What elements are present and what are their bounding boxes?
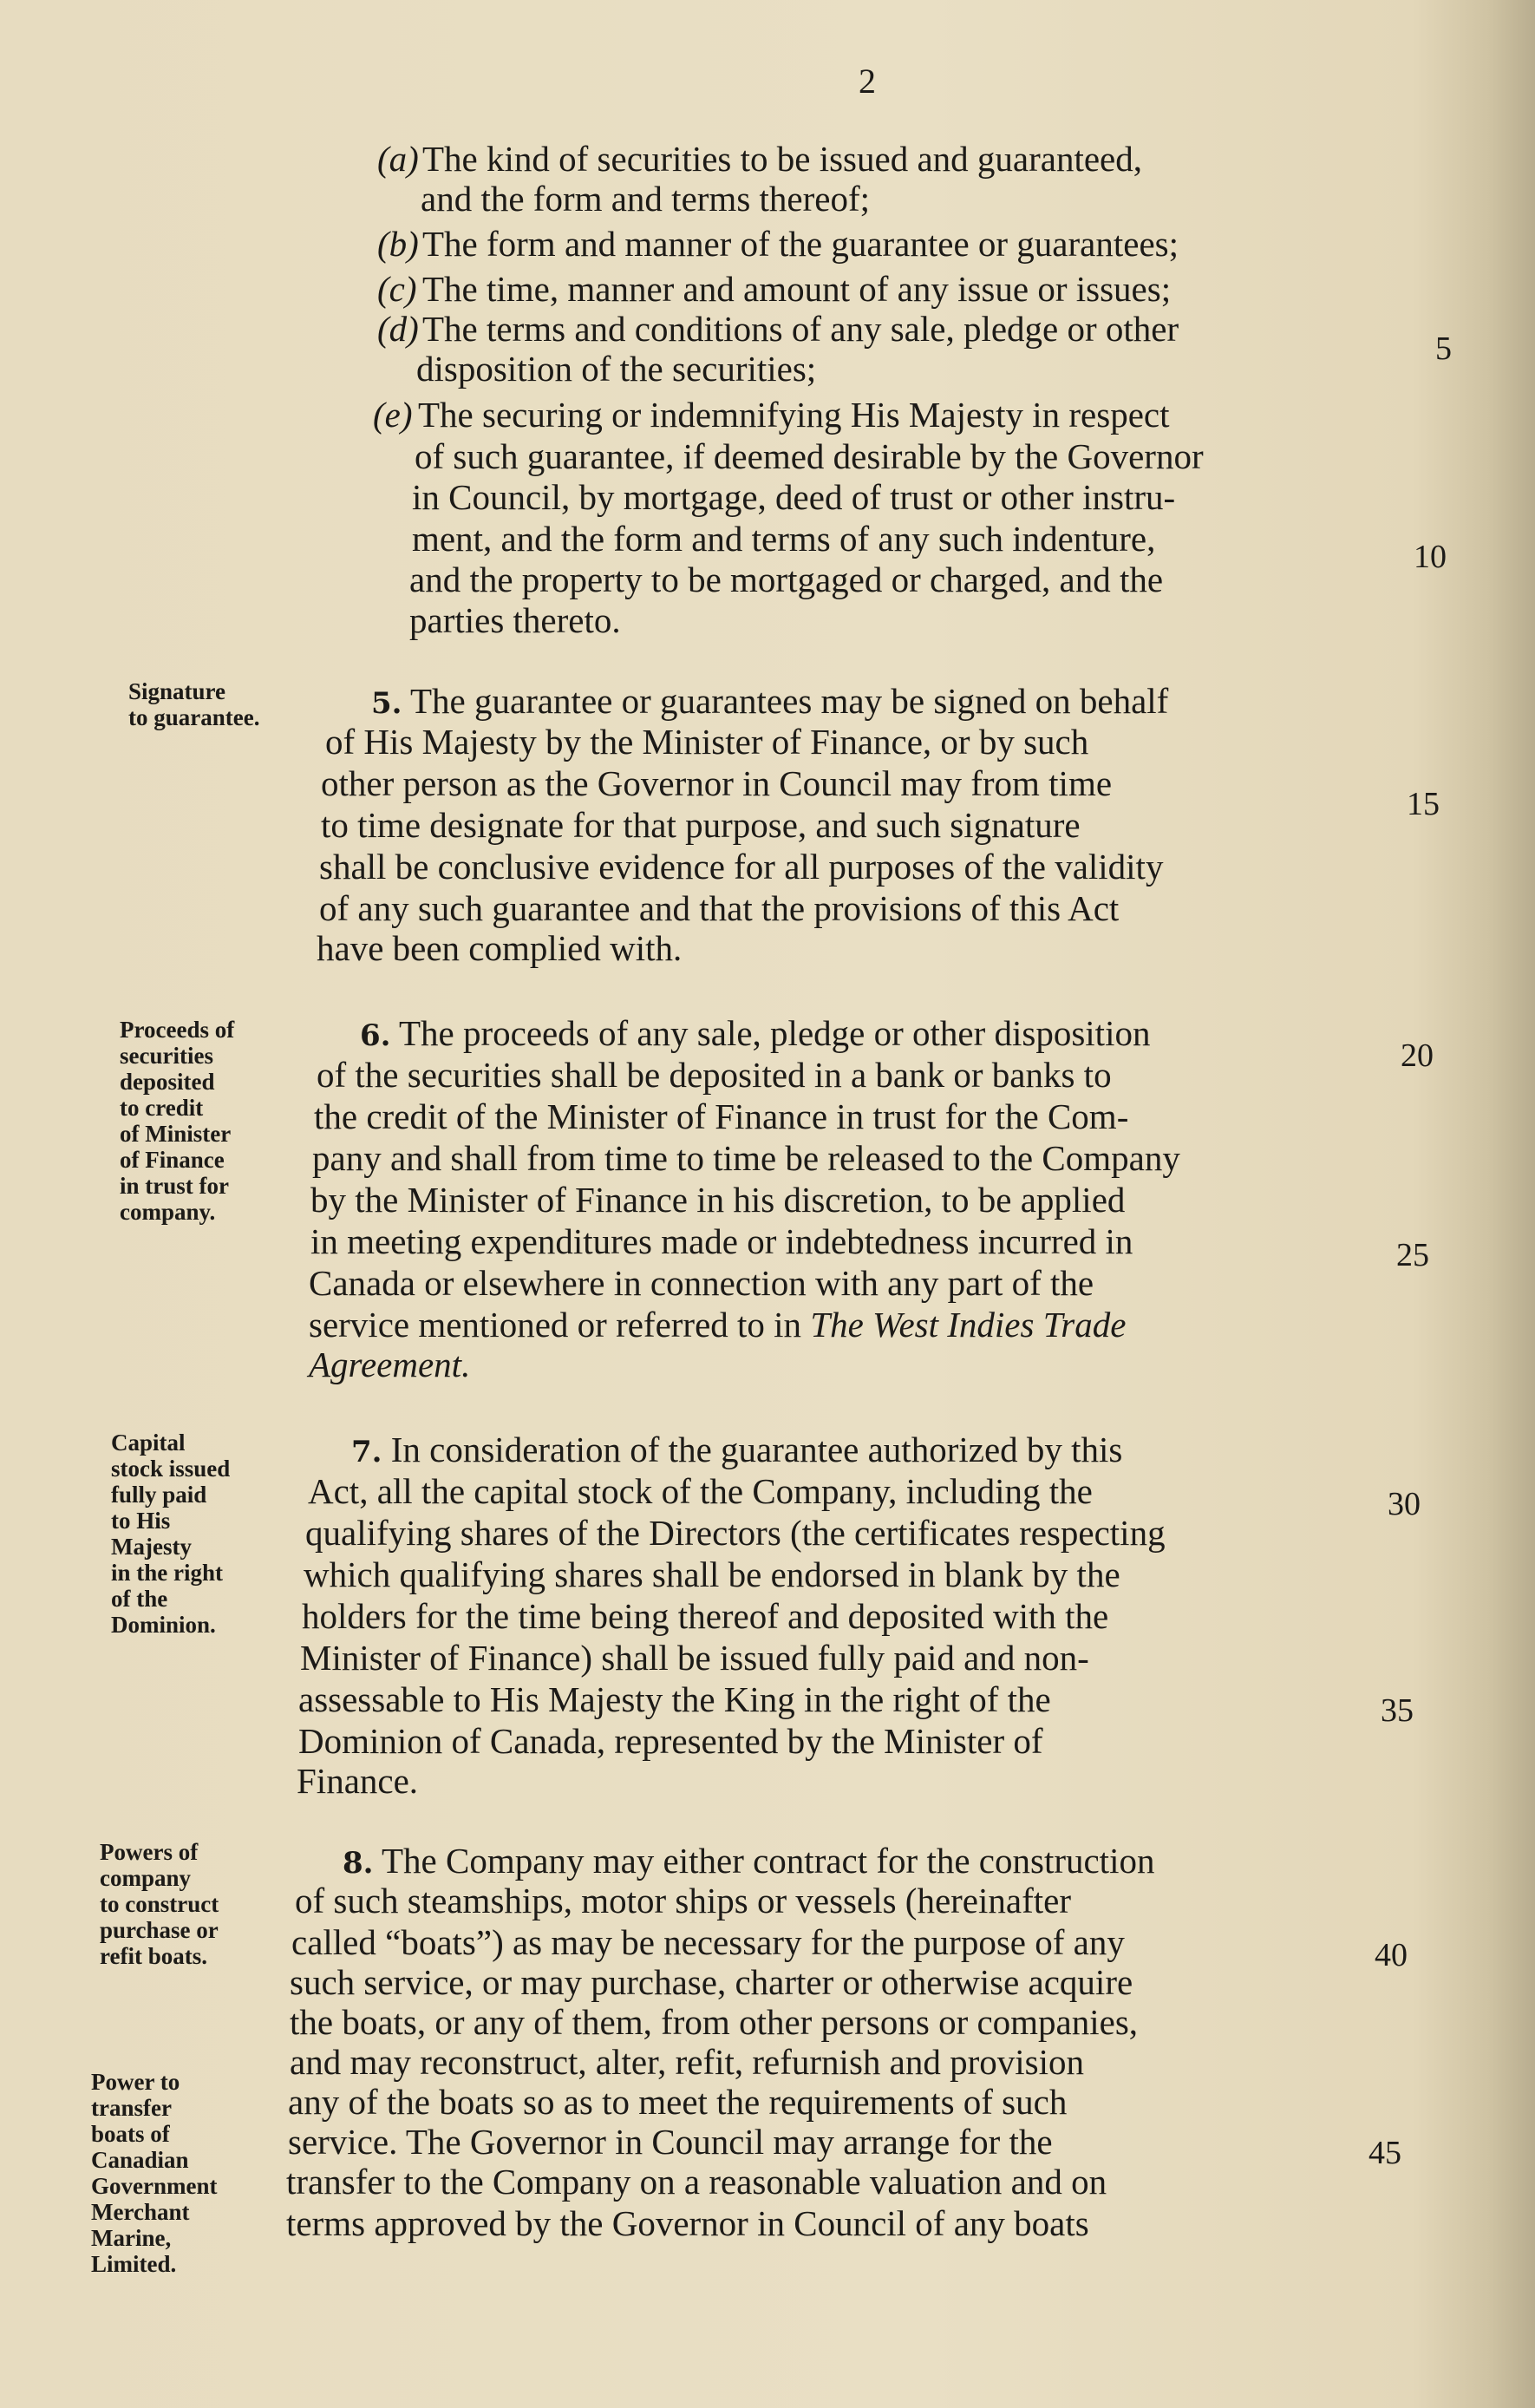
- section-8-line-10: terms approved by the Governor in Council of any boats: [286, 2203, 1089, 2243]
- section-8-line-4: such service, or may purchase, charter or otherwise acquire: [290, 1962, 1133, 2002]
- margin-note-powers: Powers of company to construct purchase or refit boats.: [100, 1839, 219, 1969]
- clause-e-line-2: of such guarantee, if deemed desirable by the Governor: [415, 436, 1204, 476]
- section-7-line-4: which qualifying shares shall be endorsed in blank by the: [304, 1554, 1120, 1594]
- clause-a-line-1: (a) The kind of securities to be issued and guaranteed,: [377, 139, 1142, 179]
- line-number-5: 5: [1435, 330, 1452, 367]
- clause-b-line-1: (b) The form and manner of the guarantee or guarantees;: [377, 224, 1179, 264]
- section-7-line-3: qualifying shares of the Directors (the certificates respecting: [305, 1513, 1166, 1553]
- clause-d-line-2: disposition of the securities;: [416, 349, 817, 389]
- line-number-40: 40: [1375, 1937, 1408, 1973]
- clause-d-line-1: (d) The terms and conditions of any sale, pledge or other: [377, 309, 1179, 349]
- section-7-line-5: holders for the time being thereof and deposited with the: [302, 1596, 1109, 1636]
- margin-note-capital-stock: Capital stock issued fully paid to His Majesty in the right of the Dominion.: [111, 1430, 231, 1638]
- clause-a-line-2: and the form and terms thereof;: [421, 179, 871, 219]
- section-5-line-3: other person as the Governor in Council may from time: [321, 763, 1113, 803]
- clause-e-line-6: parties thereto.: [409, 600, 621, 640]
- line-number-10: 10: [1414, 539, 1447, 575]
- section-8-line-1: 8. The Company may either contract for the construction: [343, 1841, 1155, 1881]
- section-8-line-3: called “boats”) as may be necessary for the purpose of any: [291, 1922, 1125, 1962]
- margin-note-transfer: Power to transfer boats of Canadian Government Merchant Marine, Limited.: [91, 2069, 218, 2277]
- section-6-line-3: the credit of the Minister of Finance in trust for the Com-: [314, 1096, 1129, 1136]
- section-6-line-6: in meeting expenditures made or indebtedness incurred in: [310, 1221, 1133, 1261]
- section-6-line-4: pany and shall from time to time be released to the Company: [312, 1138, 1180, 1178]
- section-7-line-1: 7. In consideration of the guarantee authorized by this: [351, 1430, 1123, 1469]
- section-5-line-5: shall be conclusive evidence for all purposes of the validity: [319, 847, 1164, 887]
- section-5-line-6: of any such guarantee and that the provisions of this Act: [319, 888, 1120, 928]
- clause-c-line-1: (c) The time, manner and amount of any issue or issues;: [377, 269, 1172, 309]
- section-7-line-8: Dominion of Canada, represented by the Minister of: [298, 1721, 1043, 1761]
- section-5-line-2: of His Majesty by the Minister of Finance, or by such: [325, 722, 1089, 762]
- clause-e-line-3: in Council, by mortgage, deed of trust or other instru-: [412, 477, 1176, 517]
- margin-note-proceeds: Proceeds of securities deposited to credit of Minister of Finance in trust for company.: [120, 1017, 235, 1225]
- section-6-line-2: of the securities shall be deposited in a bank or banks to: [317, 1055, 1112, 1095]
- section-8-line-8: service. The Governor in Council may arrange for the: [288, 2122, 1053, 2162]
- line-number-20: 20: [1401, 1037, 1434, 1074]
- margin-note-signature: Signature to guarantee.: [128, 678, 260, 730]
- section-6-line-1: 6. The proceeds of any sale, pledge or other disposition: [360, 1013, 1151, 1053]
- line-number-15: 15: [1407, 786, 1440, 822]
- section-8-line-2: of such steamships, motor ships or vessels (hereinafter: [295, 1881, 1071, 1921]
- section-6-line-7: Canada or elsewhere in connection with any part of the: [309, 1263, 1094, 1303]
- line-number-30: 30: [1388, 1486, 1421, 1522]
- section-7-line-7: assessable to His Majesty the King in the right of the: [298, 1679, 1051, 1719]
- section-7-line-9: Finance.: [297, 1761, 419, 1801]
- clause-e-line-5: and the property to be mortgaged or charged, and the: [409, 559, 1164, 599]
- section-8-line-5: the boats, or any of them, from other persons or companies,: [290, 2002, 1139, 2042]
- section-8-line-6: and may reconstruct, alter, refit, refurnish and provision: [290, 2042, 1084, 2082]
- clause-e-line-1: (e) The securing or indemnifying His Majesty in respect: [373, 395, 1170, 435]
- line-number-25: 25: [1396, 1237, 1429, 1273]
- section-7-line-2: Act, all the capital stock of the Company, including the: [308, 1471, 1093, 1511]
- section-8-line-7: any of the boats so as to meet the requirements of such: [288, 2082, 1068, 2122]
- section-6-line-5: by the Minister of Finance in his discretion, to be applied: [310, 1180, 1126, 1220]
- section-6-line-8: service mentioned or referred to in The West Indies Trade: [309, 1305, 1127, 1345]
- line-number-35: 35: [1381, 1692, 1414, 1729]
- clause-e-line-4: ment, and the form and terms of any such indenture,: [412, 519, 1156, 559]
- section-5-line-4: to time designate for that purpose, and such signature: [321, 805, 1081, 845]
- section-5-line-1: 5. The guarantee or guarantees may be signed on behalf: [371, 681, 1169, 721]
- section-8-line-9: transfer to the Company on a reasonable valuation and on: [286, 2162, 1107, 2202]
- section-5-line-7: have been complied with.: [317, 928, 683, 968]
- page-number: 2: [859, 62, 876, 101]
- section-7-line-6: Minister of Finance) shall be issued fully paid and non-: [300, 1638, 1089, 1678]
- line-number-45: 45: [1368, 2135, 1401, 2171]
- section-6-line-9: Agreement.: [309, 1345, 471, 1384]
